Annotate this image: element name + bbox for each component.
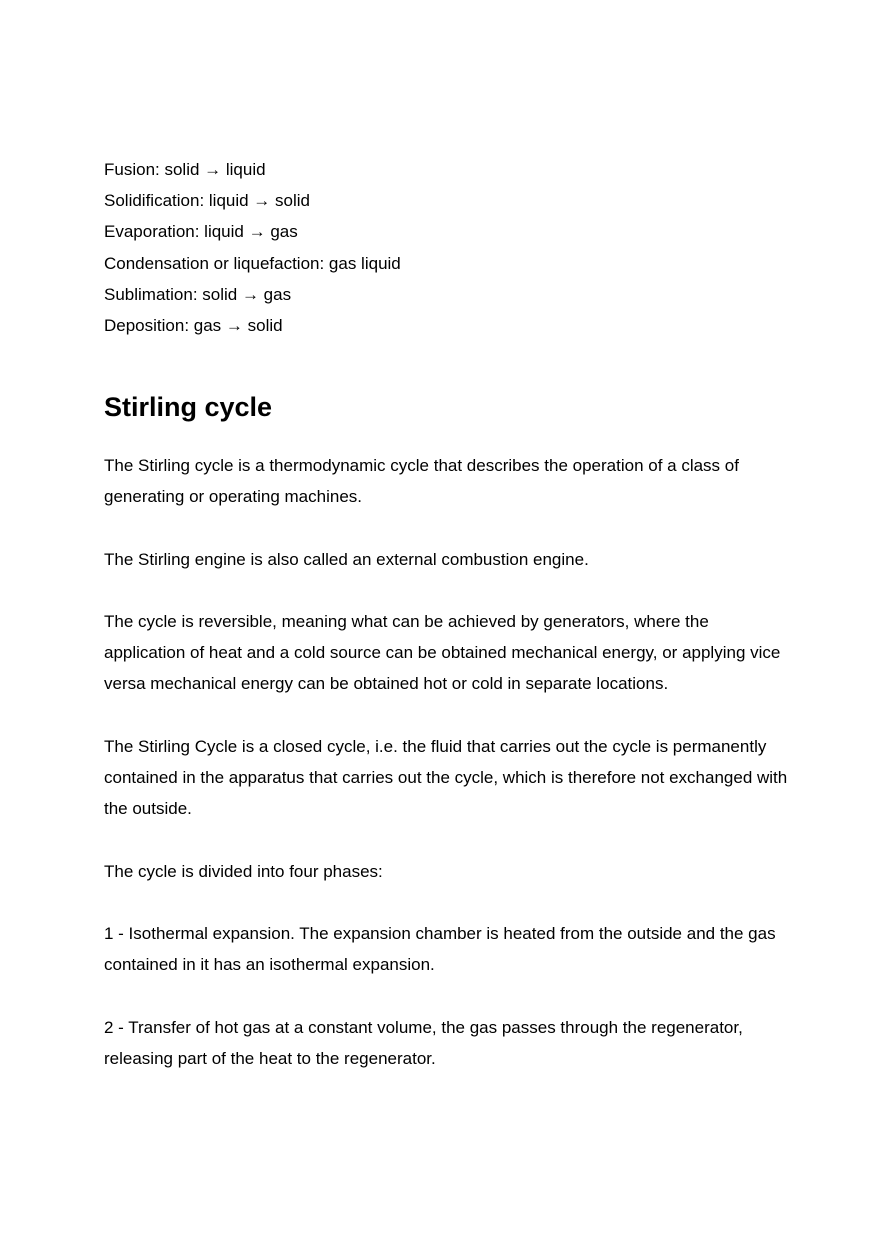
paragraph-reversible: The cycle is reversible, meaning what can be achieved by generators, where the application of heat and a cold source can be obtained mechanical energy, or applying vice versa mechanical energy can be obtained hot or cold in separate locations. xyxy=(104,611,781,694)
document-page xyxy=(104,154,794,1068)
paragraph-engine: The Stirling engine is also called an external combustion engine. xyxy=(104,549,589,569)
paragraph-phase-1: 1 - Isothermal expansion. The expansion chamber is heated from the outside and the gas contained in it has an isothermal expansion. xyxy=(104,923,776,975)
paragraph-phases-intro: The cycle is divided into four phases: xyxy=(104,861,383,881)
phase-change-list xyxy=(104,154,794,341)
section-title: Stirling cycle xyxy=(104,392,273,422)
phase-change-fusion: Fusion: solid → liquid xyxy=(104,160,266,179)
paragraph-phase-2: 2 - Transfer of hot gas at a constant volume, the gas passes through the regenerator, releasing part of the heat to the regenerator. xyxy=(104,1017,743,1068)
paragraph-intro: The Stirling cycle is a thermodynamic cycle that describes the operation of a class of generating or operating machines. xyxy=(104,456,739,507)
phase-change-solidification: Solidification: liquid → solid xyxy=(104,191,310,211)
phase-change-sublimation: Sublimation: solid → gas xyxy=(104,284,292,304)
phase-change-condensation: Condensation or liquefaction: gas liquid xyxy=(104,253,401,273)
phase-change-deposition: Deposition: gas → solid xyxy=(104,316,283,336)
phase-change-evaporation: Evaporation: liquid → gas xyxy=(104,222,298,242)
section-body xyxy=(104,450,794,1105)
paragraph-closed-cycle: The Stirling Cycle is a closed cycle, i.e. the fluid that carries out the cycle is permanently contained in the apparatus that carries out the cycle, which is therefore not exchanged with the outside. xyxy=(104,736,788,819)
